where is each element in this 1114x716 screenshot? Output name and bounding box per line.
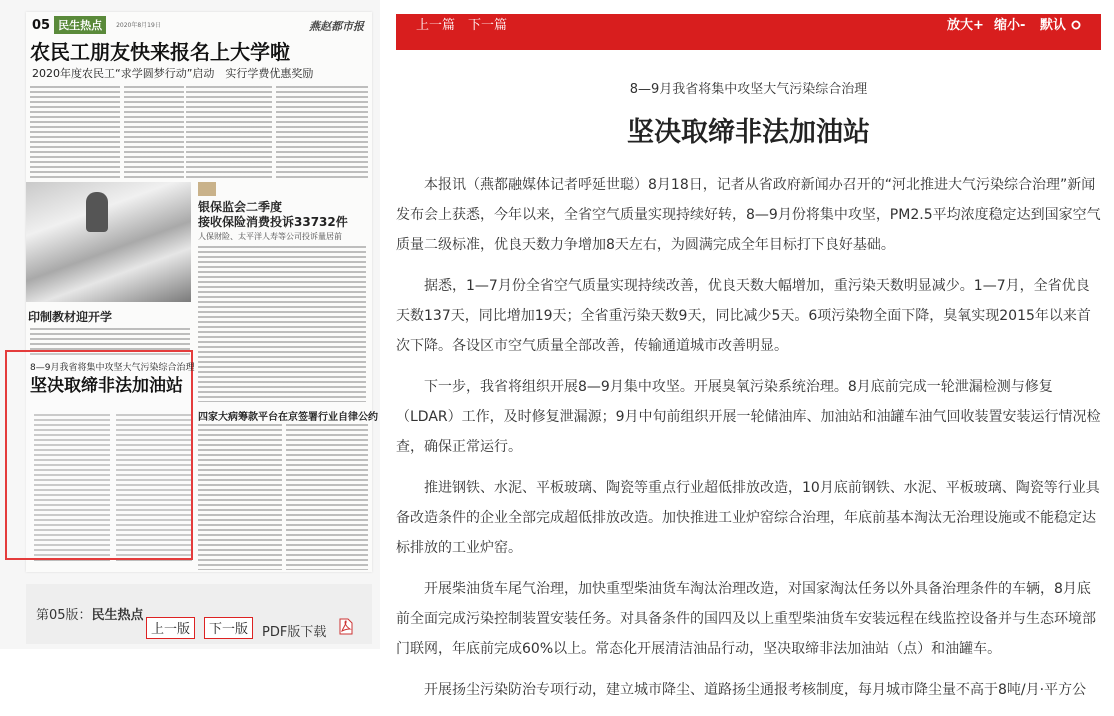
highlight-subtitle: 8—9月我省将集中攻坚大气污染综合治理 xyxy=(30,363,195,373)
article-paragraph: 本报讯（燕都融媒体记者呼延世聪）8月18日，记者从省政府新闻办召开的“河北推进大气污染综合治理”新闻发布会上获悉，今年以来，全省空气质量实现持续好转，8—9月份将集中攻坚，PM2.5平均浓度稳定达到国家空气质量二级标准，优良天数力争增加8天左右，为圆满完成全年目标打下良好基础。 xyxy=(396,177,1101,253)
zoom-out-button[interactable]: 缩小- xyxy=(994,18,1026,33)
page-number: 05 xyxy=(32,17,51,33)
headline-printing[interactable]: 印制教材迎开学 xyxy=(28,310,113,324)
pdf-icon[interactable] xyxy=(339,618,353,635)
text-column xyxy=(198,424,282,570)
article-body xyxy=(396,50,1101,698)
page-label-name: 民生热点 xyxy=(91,608,144,623)
default-size-label: 默认 xyxy=(1040,18,1067,33)
page-label xyxy=(36,604,144,623)
prev-article-link[interactable]: 上一篇 xyxy=(416,18,456,33)
zoom-in-button[interactable]: 放大+ xyxy=(947,18,984,33)
article-paragraph: 开展扬尘污染防治专项行动，建立城市降尘、道路扬尘通报考核制度，每月城市降尘量不高于8吨/月·平方公 xyxy=(424,682,1087,698)
article-kicker: 8—9月我省将集中攻坚大气污染综合治理 xyxy=(629,82,868,97)
text-column xyxy=(286,424,368,570)
next-article-link[interactable]: 下一篇 xyxy=(468,18,508,33)
article-toolbar xyxy=(396,14,1101,50)
prev-page-button[interactable]: 上一版 xyxy=(146,617,195,639)
section-badge: 民生热点 xyxy=(54,16,106,34)
headline-fundraising[interactable]: 四家大病筹款平台在京签署行业自律公约 xyxy=(198,412,378,423)
text-column xyxy=(30,86,120,178)
page-footer xyxy=(26,584,372,644)
pdf-download-link[interactable]: PDF版下载 xyxy=(262,625,327,640)
text-column xyxy=(186,86,272,178)
article-title: 坚决取缔非法加油站 xyxy=(627,117,870,148)
headline-insurance-sub-line1: 人保财险、太平洋人寿等公司投诉量居前 xyxy=(198,232,342,241)
masthead-date: 2020年8月19日 xyxy=(116,21,161,29)
text-column xyxy=(276,86,368,178)
headline-insurance-line1: 银保监会二季度 xyxy=(198,200,283,214)
article-text xyxy=(396,170,1101,716)
default-size-button[interactable] xyxy=(1040,14,1081,50)
page-masthead xyxy=(32,16,161,34)
article-paragraph: 开展柴油货车尾气治理，加快重型柴油货车淘汰治理改造，对国家淘汰任务以外具备治理条件的车辆，8月底前全面完成污染控制装置安装任务。对具备条件的国四及以上重型柴油货车安装远程在线监控设备并与生态环境部门联网，年底前完成60%以上。常态化开展清洁油品行动，坚决取缔非法加油站（点）和油罐车。 xyxy=(396,581,1096,657)
headline-farmer-sub: 2020年度农民工“求学圆梦行动”启动 实行学费优惠奖励 xyxy=(32,67,314,80)
section-tag-image xyxy=(198,182,216,196)
next-page-button[interactable]: 下一版 xyxy=(204,617,253,639)
newspaper-panel xyxy=(0,0,380,649)
headline-insurance-line2: 接收保险消费投诉33732件 xyxy=(198,215,348,229)
headline-farmer[interactable]: 农民工朋友快来报名上大学啦 xyxy=(30,40,290,64)
headline-insurance-sub xyxy=(198,232,342,242)
text-column xyxy=(198,246,366,402)
article-paragraph: 据悉，1—7月份全省空气质量实现持续改善，优良天数大幅增加，重污染天数明显减少。1—7月，全省优良天数137天，同比增加19天；全省重污染天数9天，同比减少5天。6项污染物全面下降，臭氧实现2015年以来首次下降。各设区市空气质量全部改善，传输通道城市改善明显。 xyxy=(396,278,1091,354)
printing-photo xyxy=(26,182,191,302)
article-paragraph: 下一步，我省将组织开展8—9月集中攻坚。开展臭氧污染系统治理。8月底前完成一轮泄漏检测与修复（LDAR）工作，及时修复泄漏源；9月中旬前组织开展一轮储油库、加油站和油罐车油气回收装置安装运行情况检查，确保正常运行。 xyxy=(396,379,1101,455)
highlight-title: 坚决取缔非法加油站 xyxy=(30,376,183,396)
circle-icon xyxy=(1071,20,1081,30)
masthead-logo: 燕赵都市报 xyxy=(309,20,364,33)
text-column xyxy=(124,86,184,178)
article-paragraph: 推进钢铁、水泥、平板玻璃、陶瓷等重点行业超低排放改造，10月底前钢铁、水泥、平板玻璃、陶瓷等行业具备改造条件的企业全部完成超低排放改造。加快推进工业炉窑综合治理，年底前基本淘汰无治理设施或不能稳定达标排放的工业炉窑。 xyxy=(396,480,1100,556)
page-label-prefix: 第05版： xyxy=(36,608,92,623)
headline-insurance[interactable] xyxy=(198,200,348,230)
